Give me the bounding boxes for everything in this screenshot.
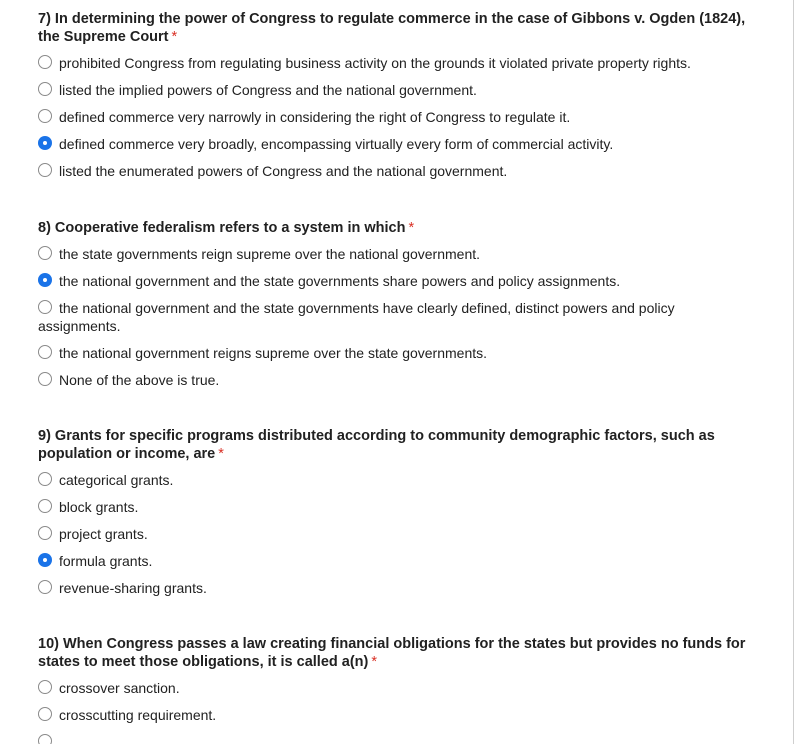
- radio-option[interactable]: [38, 552, 758, 570]
- question-title-text: 7) In determining the power of Congress to regulate commerce in the case of Gibbons v. Ogden (1824), the Supreme Court: [38, 11, 746, 45]
- radio-option[interactable]: [38, 54, 758, 72]
- question-title: [38, 635, 758, 671]
- option-label: block grants.: [59, 499, 139, 515]
- radio-button[interactable]: [38, 734, 52, 744]
- option-label: listed the implied powers of Congress and the national government.: [59, 82, 477, 98]
- radio-button[interactable]: [38, 109, 52, 123]
- question-10: [38, 635, 758, 733]
- option-label: the national government and the state governments share powers and policy assignments.: [59, 273, 621, 289]
- required-asterisk: *: [371, 654, 377, 670]
- required-asterisk: *: [171, 29, 178, 45]
- option-label: crossover sanction.: [59, 680, 180, 696]
- radio-option[interactable]: [38, 706, 758, 724]
- radio-option[interactable]: [38, 245, 758, 263]
- radio-button[interactable]: [38, 499, 52, 513]
- question-title: [38, 10, 758, 46]
- option-label: defined commerce very broadly, encompassing virtually every form of commercial activity.: [59, 136, 614, 152]
- radio-option[interactable]: [38, 525, 758, 543]
- radio-button[interactable]: [38, 580, 52, 594]
- radio-button[interactable]: [38, 246, 52, 260]
- radio-button-selected[interactable]: [38, 136, 52, 150]
- option-label: the state governments reign supreme over the national government.: [59, 246, 481, 262]
- option-label: crosscutting requirement.: [59, 707, 217, 723]
- option-label: listed the enumerated powers of Congress and the national government.: [59, 163, 508, 179]
- radio-option[interactable]: [38, 162, 758, 180]
- radio-button[interactable]: [38, 82, 52, 96]
- radio-option[interactable]: [38, 679, 758, 697]
- option-label: revenue-sharing grants.: [59, 580, 207, 596]
- option-label: project grants.: [59, 526, 148, 542]
- radio-button[interactable]: [38, 526, 52, 540]
- radio-option[interactable]: [38, 81, 758, 99]
- radio-button-selected[interactable]: [38, 273, 52, 287]
- required-asterisk: *: [408, 220, 415, 236]
- radio-option[interactable]: [38, 344, 758, 362]
- question-title: [38, 427, 758, 463]
- option-label: defined commerce very narrowly in considering the right of Congress to regulate it.: [59, 109, 571, 125]
- question-title-text: 10) When Congress passes a law creating financial obligations for the states but provides no funds for states to meet those obligations, it is called a(n): [38, 636, 746, 670]
- question-9: [38, 427, 758, 606]
- option-label: None of the above is true.: [59, 372, 220, 388]
- radio-option[interactable]: [38, 108, 758, 126]
- radio-option[interactable]: [38, 135, 758, 153]
- radio-button[interactable]: [38, 345, 52, 359]
- question-7: [38, 10, 758, 189]
- option-label: the national government reigns supreme over the state governments.: [59, 345, 488, 361]
- radio-button[interactable]: [38, 300, 52, 314]
- radio-option[interactable]: [38, 471, 758, 489]
- question-title-text: 9) Grants for specific programs distributed according to community demographic factors, such as population or income, are: [38, 428, 715, 462]
- radio-option[interactable]: [38, 371, 758, 389]
- option-label: categorical grants.: [59, 472, 174, 488]
- radio-button[interactable]: [38, 55, 52, 69]
- radio-button[interactable]: [38, 680, 52, 694]
- question-title: [38, 219, 758, 237]
- radio-button[interactable]: [38, 372, 52, 386]
- option-label: the national government and the state governments have clearly defined, distinct powers and policy assignments.: [38, 300, 675, 334]
- radio-button-selected[interactable]: [38, 553, 52, 567]
- option-label: formula grants.: [59, 553, 153, 569]
- question-8: [38, 219, 758, 398]
- radio-option[interactable]: [38, 498, 758, 516]
- radio-option[interactable]: [38, 299, 758, 335]
- option-label: prohibited Congress from regulating business activity on the grounds it violated private property rights.: [59, 55, 691, 71]
- required-asterisk: *: [218, 446, 224, 462]
- radio-option[interactable]: [38, 272, 758, 290]
- radio-button[interactable]: [38, 707, 52, 721]
- radio-button[interactable]: [38, 472, 52, 486]
- radio-option[interactable]: [38, 579, 758, 597]
- radio-button[interactable]: [38, 163, 52, 177]
- question-title-text: 8) Cooperative federalism refers to a system in which: [38, 220, 406, 236]
